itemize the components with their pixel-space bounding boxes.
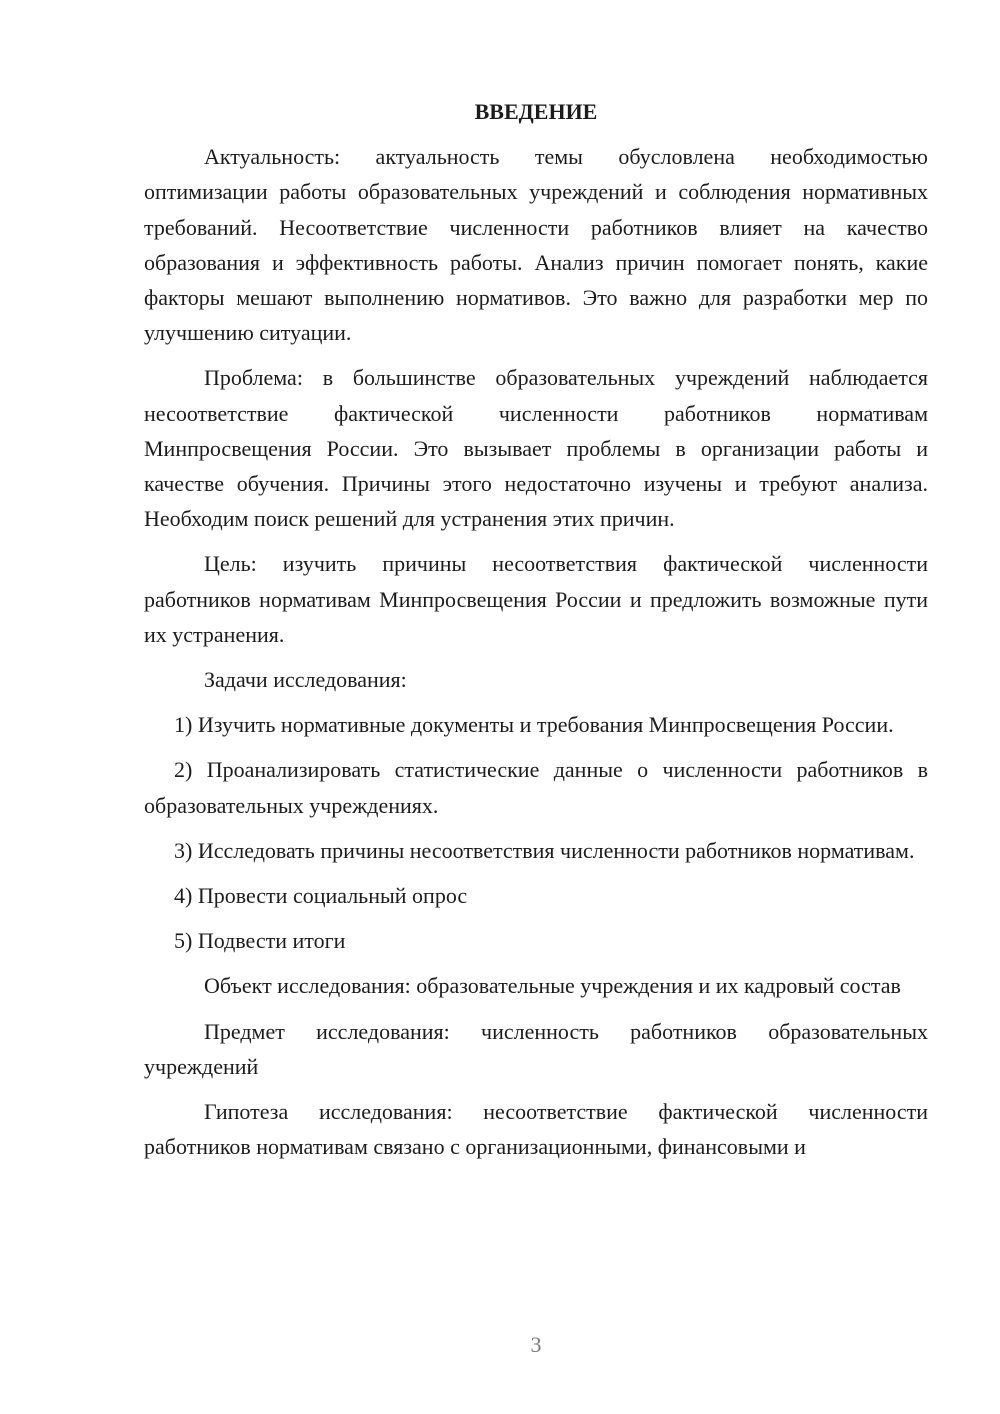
problem-paragraph: Проблема: в большинстве образовательных учреждений наблюдается несоответствие фактической численности работников нормативам Минпросвещения России. Это вызывает проблемы в организации работы и качестве обучения. Причины этого недостаточно изучены и требуют анализа. Необходим поиск решений для устранения этих причин. [144, 365, 928, 532]
relevance-paragraph: Актуальность: актуальность темы обусловлена необходимостью оптимизации работы образовательных учреждений и соблюдения нормативных требований. Несоответствие численности работников влияет на качество образования и эффективность работы. Анализ причин помогает понять, какие факторы мешают выполнению нормативов. Это важно для разработки мер по улучшению ситуации. [144, 144, 928, 346]
tasks-title: Задачи исследования: [204, 667, 407, 693]
goal-paragraph: Цель: изучить причины несоответствия фактической численности работников нормативам Минпросвещения России и предложить возможные пути их устранения. [144, 551, 928, 647]
section-heading: ВВЕДЕНИЕ [474, 99, 598, 124]
page-footer [0, 1332, 1000, 1358]
page-content [144, 94, 928, 1174]
task-item-1: 1) Изучить нормативные документы и требования Минпросвещения России. [174, 712, 894, 738]
hypothesis-paragraph: Гипотеза исследования: несоответствие фактической численности работников нормативам связано с организационными, финансовыми и [144, 1099, 928, 1160]
task-item-2: 2) Проанализировать статистические данные о численности работников в образовательных учреждениях. [144, 757, 928, 818]
subject-paragraph: Предмет исследования: численность работников образовательных учреждений [144, 1018, 928, 1079]
task-item-5: 5) Подвести итоги [174, 928, 346, 954]
task-item-4: 4) Провести социальный опрос [174, 883, 468, 909]
task-item-3: 3) Исследовать причины несоответствия численности работников нормативам. [174, 837, 915, 863]
page-number: 3 [530, 1332, 542, 1357]
object-paragraph: Объект исследования: образовательные учреждения и их кадровый состав [204, 973, 901, 999]
